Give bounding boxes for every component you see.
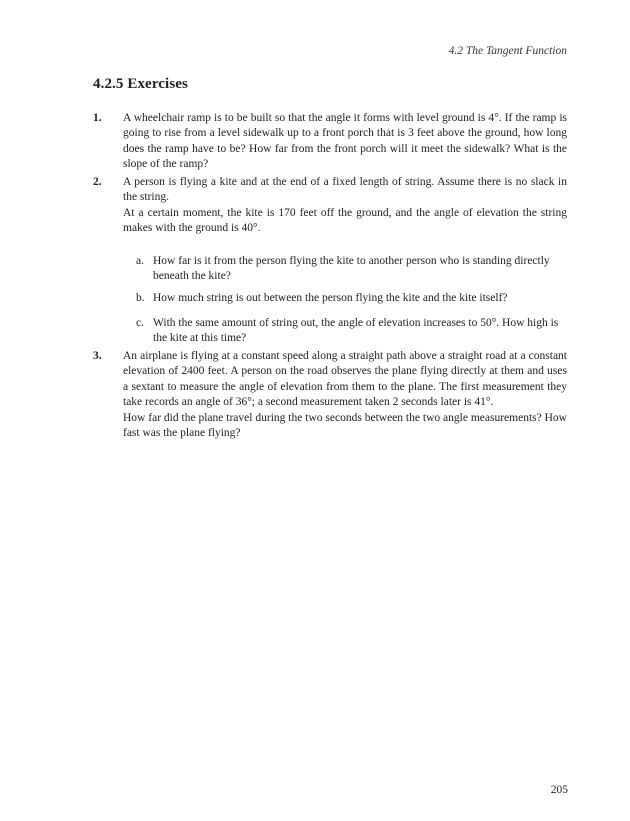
exercise-3 (93, 349, 567, 441)
running-head: 4.2 The Tangent Function (448, 45, 567, 57)
part-text: With the same amount of string out, the angle of elevation increases to 50°. How high is the kite at this time? (153, 317, 559, 345)
exercise-number: 2. (93, 176, 102, 188)
exercise-paragraph: An airplane is flying at a constant speed along a straight path above a straight road at a constant elevation of 2400 feet. A person on the road observes the plane flying directly at them and uses a sextant to measure the angle of elevation from them to the plane. The first measurement they take records an angle of 36°; a second measurement taken 2 seconds later is 41°. (123, 350, 567, 409)
exercise-2-part-c (136, 316, 567, 347)
exercise-body (123, 111, 567, 173)
exercise-body (123, 175, 567, 237)
exercise-2 (93, 175, 567, 237)
exercise-1 (93, 111, 567, 173)
section-title: 4.2.5 Exercises (93, 76, 188, 92)
exercise-2-part-a (136, 254, 567, 285)
exercise-paragraph: At a certain moment, the kite is 170 feet off the ground, and the angle of elevation the string makes with the ground is 40°. (123, 206, 567, 235)
exercise-paragraph: A wheelchair ramp is to be built so that the angle it forms with level ground is 4°. If the ramp is going to rise from a level sidewalk up to a front porch that is 3 feet above the ground, how long does the ramp have to be? How far from the front porch will it meet the sidewalk? What is the slope of the ramp? (123, 112, 567, 171)
exercise-number: 1. (93, 112, 102, 124)
exercise-body (123, 349, 567, 441)
part-label: c. (136, 317, 144, 329)
exercise-paragraph: A person is flying a kite and at the end of a fixed length of string. Assume there is no slack in the string. (123, 176, 567, 204)
part-text: How much string is out between the person flying the kite and the kite itself? (153, 292, 508, 304)
part-label: a. (136, 255, 144, 267)
exercise-number: 3. (93, 350, 102, 362)
page-number: 205 (550, 784, 568, 796)
exercise-paragraph: How far did the plane travel during the two seconds between the two angle measurements? How fast was the plane flying? (123, 411, 567, 440)
part-label: b. (136, 292, 145, 304)
exercise-2-part-b (136, 291, 567, 306)
part-text: How far is it from the person flying the kite to another person who is standing directly beneath the kite? (153, 255, 550, 283)
